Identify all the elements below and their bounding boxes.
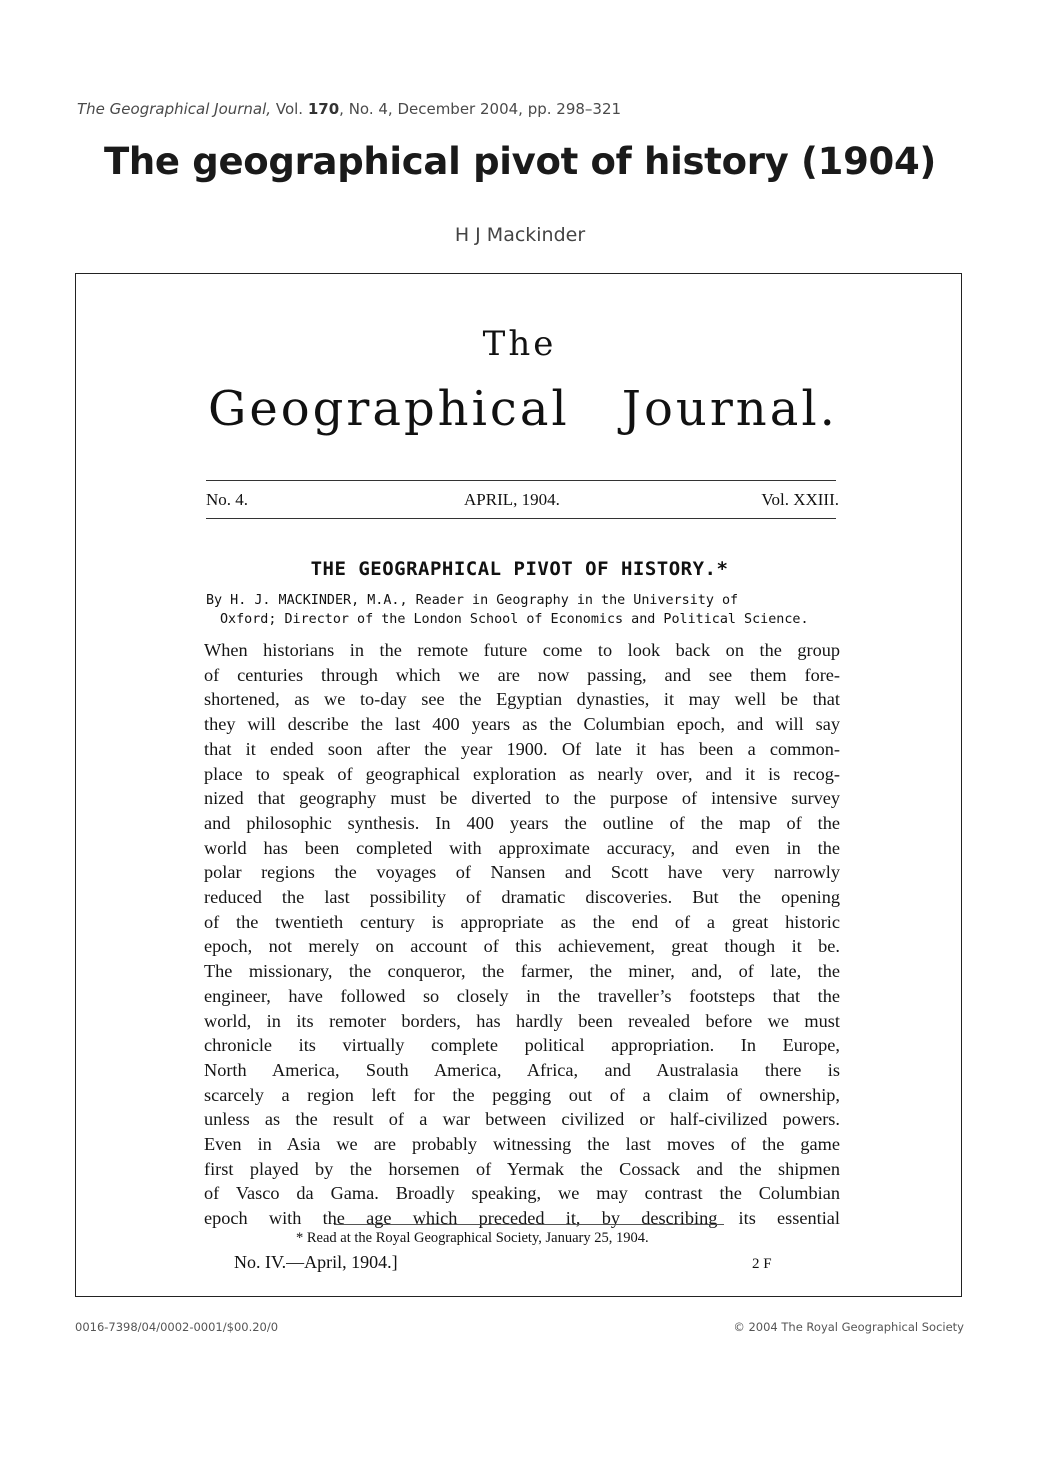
body-line: that it ended soon after the year 1900. Of late it has been a common- xyxy=(204,738,840,759)
masthead-rule-bottom xyxy=(206,518,836,519)
journal-masthead-word2: Journal. xyxy=(621,381,838,437)
body-line: North America, South America, Africa, and Australasia there is xyxy=(204,1059,840,1080)
body-line: Even in Asia we are probably witnessing the last moves of the game xyxy=(204,1134,840,1155)
citation-journal: The Geographical Journal, xyxy=(77,100,272,118)
body-line: place to speak of geographical exploration as nearly over, and it is recog- xyxy=(204,763,840,784)
body-line: scarcely a region left for the pegging out of a claim of ownership, xyxy=(204,1084,840,1105)
article-byline xyxy=(206,591,839,629)
footer-copyright: © 2004 The Royal Geographical Society xyxy=(733,1320,964,1334)
journal-masthead-the: The xyxy=(482,324,557,364)
page-title: The geographical pivot of history (1904) xyxy=(103,140,937,183)
body-line: first played by the horsemen of Yermak the Cossack and the shipmen xyxy=(204,1158,840,1179)
body-line: nized that geography must be diverted to the purpose of intensive survey xyxy=(204,788,840,809)
body-line: of Vasco da Gama. Broadly speaking, we may contrast the Columbian xyxy=(204,1183,840,1204)
journal-masthead xyxy=(208,381,838,437)
byline-line: By H. J. MACKINDER, M.A., Reader in Geography in the University of xyxy=(206,593,739,608)
byline-line: Oxford; Director of the London School of Economics and Political Science. xyxy=(220,612,809,627)
footnote: * Read at the Royal Geographical Society, January 25, 1904. xyxy=(296,1230,649,1246)
body-line: epoch, not merely on account of this achievement, great though it be. xyxy=(204,936,840,957)
body-line: world, in its remoter borders, has hardly been revealed before we must xyxy=(204,1010,840,1031)
scanned-page-frame xyxy=(75,273,962,1297)
footer-code: 0016-7398/04/0002-0001/$00.20/0 xyxy=(75,1320,279,1334)
body-line: engineer, have followed so closely in the traveller’s footsteps that the xyxy=(204,985,840,1006)
issue-date: APRIL, 1904. xyxy=(464,490,560,509)
issue-volume: Vol. XXIII. xyxy=(761,490,839,509)
body-line: The missionary, the conqueror, the farmer, the miner, and, of late, the xyxy=(204,961,840,982)
citation-line xyxy=(77,100,621,118)
citation-vol-prefix: Vol. xyxy=(275,100,304,118)
body-line: shortened, as we to-day see the Egyptian dynasties, it may well be that xyxy=(204,689,840,710)
body-line: unless as the result of a war between civilized or half-civilized powers. xyxy=(204,1109,840,1130)
page-signature-left: No. IV.—April, 1904.] xyxy=(234,1252,398,1272)
author-name: H J Mackinder xyxy=(454,224,586,246)
body-line: they will describe the last 400 years as the Columbian epoch, and will say xyxy=(204,714,840,735)
article-heading: THE GEOGRAPHICAL PIVOT OF HISTORY.* xyxy=(310,558,729,580)
footnote-rule xyxy=(334,1224,724,1225)
body-line: chronicle its virtually complete political appropriation. In Europe, xyxy=(204,1035,840,1056)
body-line: reduced the last possibility of dramatic discoveries. But the opening xyxy=(204,887,840,908)
body-line: world has been completed with approximate accuracy, and even in the xyxy=(204,837,840,858)
body-line: When historians in the remote future come to look back on the group xyxy=(204,640,840,660)
masthead-rule-top xyxy=(206,480,836,481)
journal-masthead-word1: Geographical xyxy=(208,381,570,437)
body-line: of the twentieth century is appropriate as the end of a great historic xyxy=(204,911,840,932)
article-body xyxy=(204,638,840,1231)
issue-number: No. 4. xyxy=(206,490,249,509)
body-line: polar regions the voyages of Nansen and Scott have very narrowly xyxy=(204,862,840,883)
citation-rest: , No. 4, December 2004, pp. 298–321 xyxy=(339,100,622,118)
page-signature-right: 2 F xyxy=(752,1256,772,1272)
body-line: epoch with the age which preceded it, by describing its essential xyxy=(204,1208,840,1229)
citation-volume: 170 xyxy=(307,100,340,118)
body-line: of centuries through which we are now passing, and see them fore- xyxy=(204,664,840,685)
body-line: and philosophic synthesis. In 400 years the outline of the map of the xyxy=(204,812,840,833)
